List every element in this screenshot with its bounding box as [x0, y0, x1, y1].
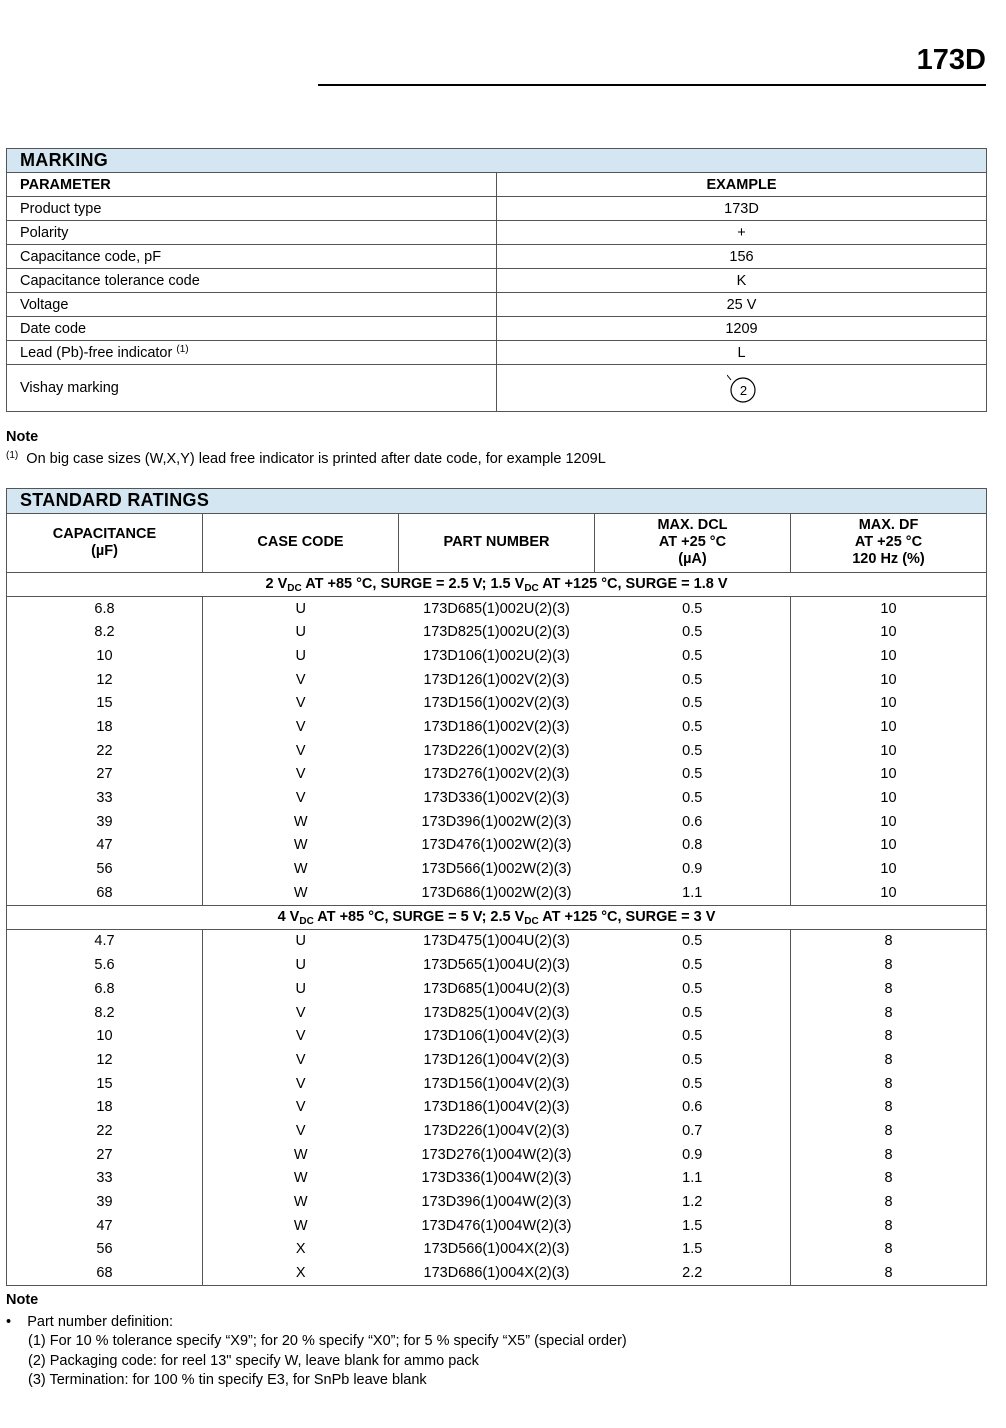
note2-line2: (2) Packaging code: for reel 13" specify W, leave blank for ammo pack: [28, 1353, 479, 1369]
case-code-cell: W: [293, 1170, 308, 1187]
group-header-h1: 4 V: [277, 909, 300, 926]
max-df-cell: 10: [791, 620, 987, 644]
marking-example: 25 V: [497, 293, 987, 317]
capacitance-cell: 18: [7, 715, 203, 739]
max-df-cell: 8: [791, 1119, 987, 1143]
capacitance-cell: 15: [7, 691, 203, 715]
case-code-cell: V: [295, 671, 306, 688]
max-dcl-cell: 0.5: [682, 766, 703, 783]
capacitance-cell: 4.7: [7, 929, 203, 953]
group-header-h3: AT +125 °C, SURGE = 1.8 V: [538, 576, 728, 593]
part-number-cell: 173D336(1)002V(2)(3): [423, 790, 570, 807]
part-number-cell: 173D126(1)002V(2)(3): [423, 671, 570, 688]
case-code-cell: U: [295, 624, 306, 641]
ratings-row: [7, 1214, 987, 1238]
part-number-cell: 173D825(1)004V(2)(3): [423, 1004, 570, 1021]
capacitance-cell: 18: [7, 1095, 203, 1119]
capacitance-cell: 10: [7, 644, 203, 668]
case-code-cell: W: [293, 884, 308, 901]
marking-example: L: [497, 341, 987, 365]
vishay-marking-number: 2: [739, 383, 748, 398]
marking-row: [7, 365, 987, 412]
capacitance-cell: 47: [7, 1214, 203, 1238]
max-df-cell: 8: [791, 1024, 987, 1048]
marking-param: [7, 341, 497, 365]
max-dcl-cell: 0.5: [682, 600, 703, 617]
max-dcl-cell: 0.5: [682, 957, 703, 974]
page-title: 173D: [916, 44, 986, 76]
note2-title: Note: [6, 1292, 39, 1308]
max-dcl-cell: 0.7: [682, 1122, 703, 1139]
case-code-cell: V: [295, 695, 306, 712]
part-number-cell: 173D685(1)002U(2)(3): [423, 600, 570, 617]
max-dcl-cell: 0.5: [682, 671, 703, 688]
max-df-cell: 8: [791, 1143, 987, 1167]
ratings-row: [7, 1143, 987, 1167]
ratings-row: [7, 786, 987, 810]
part-number-cell: 173D475(1)004U(2)(3): [423, 933, 570, 950]
note1-text: [6, 451, 606, 467]
max-df-cell: 10: [791, 810, 987, 834]
max-df-cell: 8: [791, 1167, 987, 1191]
ratings-row: [7, 739, 987, 763]
marking-param: Polarity: [7, 221, 497, 245]
marking-example: 156: [497, 245, 987, 269]
group-header-h2: AT +85 °C, SURGE = 5 V; 2.5 V: [313, 909, 525, 926]
max-df-cell: 8: [791, 1261, 987, 1285]
col-dcl-line2: AT +25 °C: [658, 534, 727, 551]
case-code-cell: V: [295, 742, 306, 759]
capacitance-cell: 56: [7, 1238, 203, 1262]
marking-example: K: [497, 269, 987, 293]
max-df-cell: 10: [791, 596, 987, 620]
max-df-cell: 8: [791, 1095, 987, 1119]
vishay-marking-icon: [727, 373, 757, 403]
marking-col-parameter: PARAMETER: [7, 173, 497, 197]
ratings-row: [7, 1048, 987, 1072]
group-header: [7, 905, 987, 929]
note2-line1: (1) For 10 % tolerance specify “X9”; for 20 % specify “X0”; for 5 % specify “X5” (special order): [28, 1333, 627, 1349]
max-dcl-cell: 1.5: [682, 1217, 703, 1234]
case-code-cell: V: [295, 1122, 306, 1139]
ratings-row: [7, 691, 987, 715]
max-df-cell: 10: [791, 668, 987, 692]
marking-row: [7, 221, 987, 245]
group-header-h2: AT +85 °C, SURGE = 2.5 V; 1.5 V: [301, 576, 525, 593]
max-df-cell: 10: [791, 691, 987, 715]
max-dcl-cell: 1.2: [682, 1194, 703, 1211]
ratings-table: [6, 488, 987, 1286]
col-df-line2: AT +25 °C: [854, 534, 923, 551]
max-df-cell: 10: [791, 763, 987, 787]
case-code-cell: U: [295, 980, 306, 997]
max-df-cell: 10: [791, 834, 987, 858]
case-code-cell: W: [293, 861, 308, 878]
part-number-cell: 173D226(1)004V(2)(3): [423, 1122, 570, 1139]
part-number-cell: 173D686(1)004X(2)(3): [399, 1261, 595, 1285]
max-df-cell: 8: [791, 1214, 987, 1238]
part-number-cell: 173D565(1)004U(2)(3): [423, 957, 570, 974]
max-dcl-cell: 0.5: [682, 718, 703, 735]
part-number-cell: 173D106(1)004V(2)(3): [423, 1028, 570, 1045]
max-dcl-cell: 0.5: [682, 624, 703, 641]
ratings-row: [7, 1001, 987, 1025]
max-df-cell: 10: [791, 715, 987, 739]
case-code-cell: W: [293, 813, 308, 830]
marking-row: [7, 293, 987, 317]
ratings-row: [7, 929, 987, 953]
capacitance-cell: 68: [7, 1261, 203, 1285]
max-dcl-cell: 1.1: [682, 884, 703, 901]
capacitance-cell: 27: [7, 763, 203, 787]
capacitance-cell: 5.6: [7, 953, 203, 977]
marking-col-example: EXAMPLE: [497, 173, 987, 197]
max-df-cell: 10: [791, 881, 987, 905]
col-capacitance-line2: (µF): [91, 542, 118, 559]
group-header-h1sub: DC: [287, 583, 302, 595]
max-dcl-cell: 0.6: [682, 813, 703, 830]
part-number-cell: 173D226(1)002V(2)(3): [423, 742, 570, 759]
note1-title: Note: [6, 429, 39, 445]
ratings-row: [7, 1119, 987, 1143]
marking-row: [7, 269, 987, 293]
max-dcl-cell: 0.5: [682, 790, 703, 807]
max-dcl-cell: 0.5: [682, 1075, 703, 1092]
note2-line3: (3) Termination: for 100 % tin specify E3, for SnPb leave blank: [28, 1372, 427, 1388]
group-header-h3: AT +125 °C, SURGE = 3 V: [538, 909, 716, 926]
ratings-row: [7, 881, 987, 905]
max-dcl-cell: 2.2: [595, 1261, 791, 1285]
max-dcl-cell: 0.6: [682, 1099, 703, 1116]
col-capacitance-line1: CAPACITANCE: [52, 525, 157, 542]
max-dcl-cell: 0.9: [682, 861, 703, 878]
part-number-cell: 173D126(1)004V(2)(3): [423, 1051, 570, 1068]
marking-row: [7, 197, 987, 221]
case-code-cell: W: [293, 1194, 308, 1211]
marking-example: +: [497, 221, 987, 245]
part-number-cell: 173D566(1)004X(2)(3): [423, 1241, 570, 1258]
max-dcl-cell: 0.5: [682, 933, 703, 950]
group-header-h1sub: DC: [299, 916, 314, 928]
capacitance-cell: 68: [7, 881, 203, 905]
note1-body: On big case sizes (W,X,Y) lead free indicator is printed after date code, for example 1209L: [26, 451, 606, 467]
max-dcl-cell: 0.5: [682, 1051, 703, 1068]
marking-example: 1209: [497, 317, 987, 341]
part-number-cell: 173D685(1)004U(2)(3): [423, 980, 570, 997]
capacitance-cell: 6.8: [7, 977, 203, 1001]
capacitance-cell: 56: [7, 857, 203, 881]
case-code-cell: V: [295, 1099, 306, 1116]
case-code-cell: U: [295, 933, 306, 950]
marking-param: Capacitance code, pF: [7, 245, 497, 269]
bullet-icon: •: [6, 1314, 12, 1330]
ratings-row: [7, 1190, 987, 1214]
ratings-row: [7, 668, 987, 692]
ratings-row: [7, 1261, 987, 1285]
ratings-row: [7, 953, 987, 977]
capacitance-cell: 22: [7, 739, 203, 763]
max-dcl-cell: 0.5: [682, 1028, 703, 1045]
marking-param: Vishay marking: [7, 365, 497, 412]
ratings-title: STANDARD RATINGS: [7, 489, 987, 514]
group-header-row: [7, 905, 987, 929]
part-number-cell: 173D186(1)002V(2)(3): [423, 718, 570, 735]
marking-example: 173D: [497, 197, 987, 221]
part-number-cell: 173D566(1)002W(2)(3): [421, 861, 572, 878]
marking-title: MARKING: [7, 149, 987, 173]
case-code-cell: X: [203, 1261, 399, 1285]
max-dcl-cell: 0.5: [682, 647, 703, 664]
max-df-cell: 8: [791, 977, 987, 1001]
marking-table: [6, 148, 987, 412]
max-df-cell: 10: [791, 786, 987, 810]
capacitance-cell: 27: [7, 1143, 203, 1167]
case-code-cell: X: [295, 1241, 306, 1258]
case-code-cell: V: [295, 1051, 306, 1068]
capacitance-cell: 12: [7, 1048, 203, 1072]
case-code-cell: V: [295, 1075, 306, 1092]
max-df-cell: 8: [791, 1190, 987, 1214]
capacitance-cell: 39: [7, 810, 203, 834]
max-df-cell: 8: [791, 929, 987, 953]
max-df-cell: 8: [791, 953, 987, 977]
marking-param: Capacitance tolerance code: [7, 269, 497, 293]
case-code-cell: V: [295, 1028, 306, 1045]
part-number-cell: 173D106(1)002U(2)(3): [423, 647, 570, 664]
max-dcl-cell: 0.8: [682, 837, 703, 854]
max-dcl-cell: 1.1: [682, 1170, 703, 1187]
col-max-dcl: [595, 513, 791, 572]
capacitance-cell: 33: [7, 786, 203, 810]
ratings-row: [7, 1238, 987, 1262]
col-capacitance: [7, 513, 203, 572]
group-header: [7, 572, 987, 596]
capacitance-cell: 39: [7, 1190, 203, 1214]
max-df-cell: 8: [791, 1001, 987, 1025]
ratings-row: [7, 810, 987, 834]
part-number-cell: 173D396(1)002W(2)(3): [421, 813, 572, 830]
footnote-ref: (1): [176, 343, 189, 355]
max-df-cell: 10: [791, 739, 987, 763]
title-rule: [318, 84, 986, 86]
part-number-cell: 173D825(1)002U(2)(3): [423, 624, 570, 641]
col-max-df: [791, 513, 987, 572]
ratings-row: [7, 1072, 987, 1096]
max-dcl-cell: 0.5: [682, 1004, 703, 1021]
marking-param: Date code: [7, 317, 497, 341]
capacitance-cell: 33: [7, 1167, 203, 1191]
part-number-cell: 173D186(1)004V(2)(3): [423, 1099, 570, 1116]
marking-param: Voltage: [7, 293, 497, 317]
capacitance-cell: 6.8: [7, 596, 203, 620]
part-number-cell: 173D276(1)004W(2)(3): [421, 1146, 572, 1163]
col-case-code: CASE CODE: [203, 513, 399, 572]
ratings-row: [7, 977, 987, 1001]
ratings-row: [7, 857, 987, 881]
marking-row: [7, 245, 987, 269]
capacitance-cell: 8.2: [7, 620, 203, 644]
capacitance-cell: 47: [7, 834, 203, 858]
group-header-h1: 2 V: [265, 576, 288, 593]
capacitance-cell: 15: [7, 1072, 203, 1096]
ratings-row: [7, 1095, 987, 1119]
max-dcl-cell: 0.5: [682, 742, 703, 759]
part-number-cell: 173D156(1)002V(2)(3): [423, 695, 570, 712]
lead-free-label: Lead (Pb)-free indicator: [20, 344, 173, 361]
ratings-row: [7, 596, 987, 620]
max-dcl-cell: 1.5: [682, 1241, 703, 1258]
case-code-cell: W: [293, 1217, 308, 1234]
max-dcl-cell: 0.9: [682, 1146, 703, 1163]
col-part-number: PART NUMBER: [399, 513, 595, 572]
part-number-cell: 173D156(1)004V(2)(3): [423, 1075, 570, 1092]
col-dcl-line3: (µA): [678, 551, 707, 568]
marking-row: [7, 341, 987, 365]
part-number-cell: 173D686(1)002W(2)(3): [421, 884, 572, 901]
case-code-cell: V: [295, 766, 306, 783]
capacitance-cell: 12: [7, 668, 203, 692]
case-code-cell: V: [295, 1004, 306, 1021]
max-df-cell: 8: [791, 1048, 987, 1072]
max-dcl-cell: 0.5: [682, 980, 703, 997]
case-code-cell: W: [293, 837, 308, 854]
part-number-cell: 173D276(1)002V(2)(3): [423, 766, 570, 783]
part-number-cell: 173D476(1)004W(2)(3): [421, 1217, 572, 1234]
group-header-row: [7, 572, 987, 596]
part-number-cell: 173D336(1)004W(2)(3): [421, 1170, 572, 1187]
max-df-cell: 10: [791, 644, 987, 668]
case-code-cell: U: [295, 647, 306, 664]
ratings-row: [7, 1024, 987, 1048]
marking-row: [7, 317, 987, 341]
ratings-row: [7, 644, 987, 668]
case-code-cell: U: [295, 600, 306, 617]
capacitance-cell: 10: [7, 1024, 203, 1048]
col-df-line3: 120 Hz (%): [852, 551, 925, 568]
part-number-cell: 173D396(1)004W(2)(3): [421, 1194, 572, 1211]
ratings-row: [7, 1167, 987, 1191]
ratings-row: [7, 620, 987, 644]
part-number-cell: 173D476(1)002W(2)(3): [421, 837, 572, 854]
max-df-cell: 10: [791, 857, 987, 881]
group-header-h2sub: DC: [524, 583, 539, 595]
case-code-cell: W: [293, 1146, 308, 1163]
max-df-cell: 8: [791, 1238, 987, 1262]
note2-bullet-line: [6, 1314, 173, 1330]
case-code-cell: V: [295, 718, 306, 735]
case-code-cell: V: [295, 790, 306, 807]
case-code-cell: U: [295, 957, 306, 974]
max-dcl-cell: 0.5: [682, 695, 703, 712]
note2-line0: Part number definition:: [27, 1314, 174, 1330]
group-header-h2sub: DC: [524, 916, 539, 928]
marking-param: Product type: [7, 197, 497, 221]
capacitance-cell: 22: [7, 1119, 203, 1143]
max-df-cell: 8: [791, 1072, 987, 1096]
col-dcl-line1: MAX. DCL: [657, 517, 728, 534]
footnote-marker: (1): [6, 450, 19, 461]
capacitance-cell: 8.2: [7, 1001, 203, 1025]
ratings-row: [7, 763, 987, 787]
vishay-marking-cell: [497, 365, 987, 412]
ratings-row: [7, 715, 987, 739]
col-df-line1: MAX. DF: [858, 517, 919, 534]
ratings-row: [7, 834, 987, 858]
